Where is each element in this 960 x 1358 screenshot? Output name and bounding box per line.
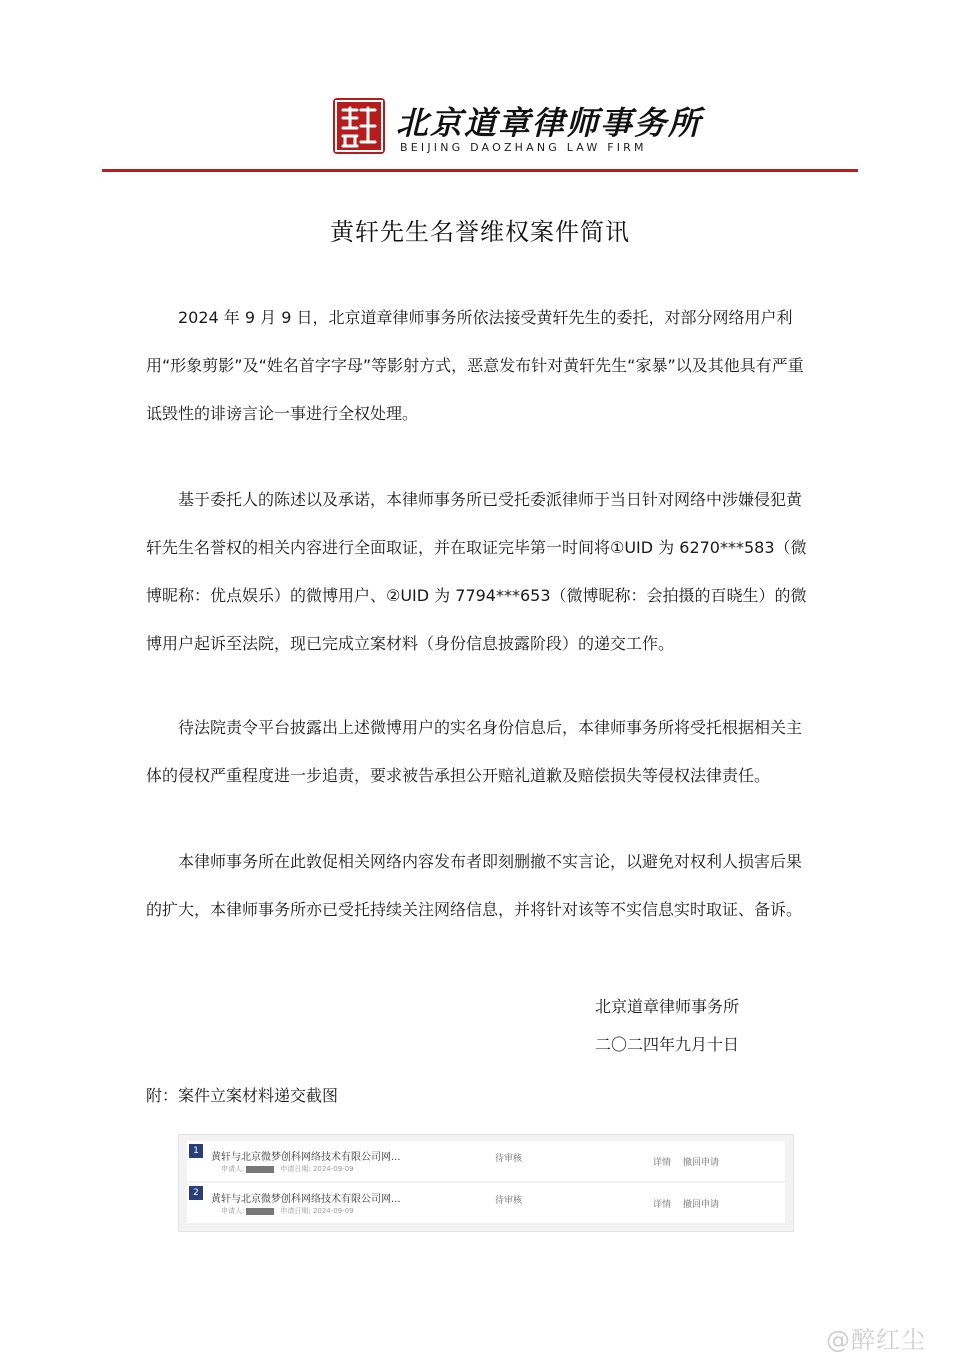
paragraph-3-text: 待法院责令平台披露出上述微博用户的实名身份信息后，本律师事务所将受托根据相关主体的侵权严重程度进一步追责，要求被告承担公开赔礼道歉及赔偿损失等侵权法律责任。 (146, 718, 803, 785)
detail-link[interactable]: 详情 (653, 1158, 672, 1168)
status-badge: 待审核 (495, 1196, 523, 1206)
paragraph-4-text: 本律师事务所在此敦促相关网络内容发布者即刻删撤不实言论，以避免对权利人损害后果的扩大，本律师事务所亦已受托持续关注网络信息，并将针对该等不实信息实时取证、备诉。 (146, 852, 803, 919)
header-rule (102, 169, 858, 172)
apply-date: 申请日期: 2024-09-09 (280, 1207, 354, 1215)
case-meta (221, 1206, 354, 1216)
watermark: @醉红尘 (826, 1326, 926, 1354)
signature-firm: 北京道章律师事务所 (595, 997, 740, 1016)
row-number: 2 (189, 1186, 203, 1200)
firm-name-cn: 北京道章律师事务所 (396, 104, 703, 142)
table-row (187, 1183, 785, 1223)
status-badge: 待审核 (495, 1154, 523, 1164)
case-meta (221, 1164, 354, 1174)
firm-seal-logo (333, 98, 385, 154)
withdraw-link[interactable]: 撤回申请 (683, 1200, 720, 1210)
letterhead (0, 0, 960, 175)
paragraph-4 (146, 838, 816, 934)
withdraw-link[interactable]: 撤回申请 (683, 1158, 720, 1168)
case-title: 黄轩与北京微梦创科网络技术有限公司网... (211, 1194, 401, 1205)
paragraph-2 (146, 476, 816, 668)
seal-graphic (333, 98, 385, 154)
applicant-label: 申请人: (221, 1207, 245, 1215)
signature-date: 二〇二四年九月十日 (595, 1035, 740, 1054)
applicant-label: 申请人: (221, 1165, 245, 1173)
firm-name-en: BEIJING DAOZHANG LAW FIRM (400, 141, 647, 154)
detail-link[interactable]: 详情 (653, 1200, 672, 1210)
paragraph-2-text: 基于委托人的陈述以及承诺，本律师事务所已受托委派律师于当日针对网络中涉嫌侵犯黄轩先生名誉权的相关内容进行全面取证，并在取证完毕第一时间将①UID 为 6270***583（微博昵称：优点娱乐）的微博用户、②UID 为 7794***653（微博昵称：会拍摄的百晓生）的微博用户起诉至法院，现已完成立案材料（身份信息披露阶段）的递交工作。 (146, 490, 807, 653)
document-title: 黄轩先生名誉维权案件简讯 (330, 218, 630, 246)
filing-screenshot (178, 1134, 794, 1232)
paragraph-3 (146, 704, 816, 800)
redacted-name (246, 1166, 274, 1173)
paragraph-1-text: 2024 年 9 月 9 日，北京道章律师事务所依法接受黄轩先生的委托，对部分网络用户利用“形象剪影”及“姓名首字字母”等影射方式，恶意发布针对黄轩先生“家暴”以及其他具有严重诋毁性的诽谤言论一事进行全权处理。 (146, 308, 804, 423)
redacted-name (246, 1208, 274, 1215)
table-row (187, 1141, 785, 1181)
paragraph-1 (146, 294, 816, 438)
case-title: 黄轩与北京微梦创科网络技术有限公司网... (211, 1152, 401, 1163)
apply-date: 申请日期: 2024-09-09 (280, 1165, 354, 1173)
row-number: 1 (189, 1144, 203, 1158)
attachment-label: 附：案件立案材料递交截图 (146, 1086, 339, 1105)
